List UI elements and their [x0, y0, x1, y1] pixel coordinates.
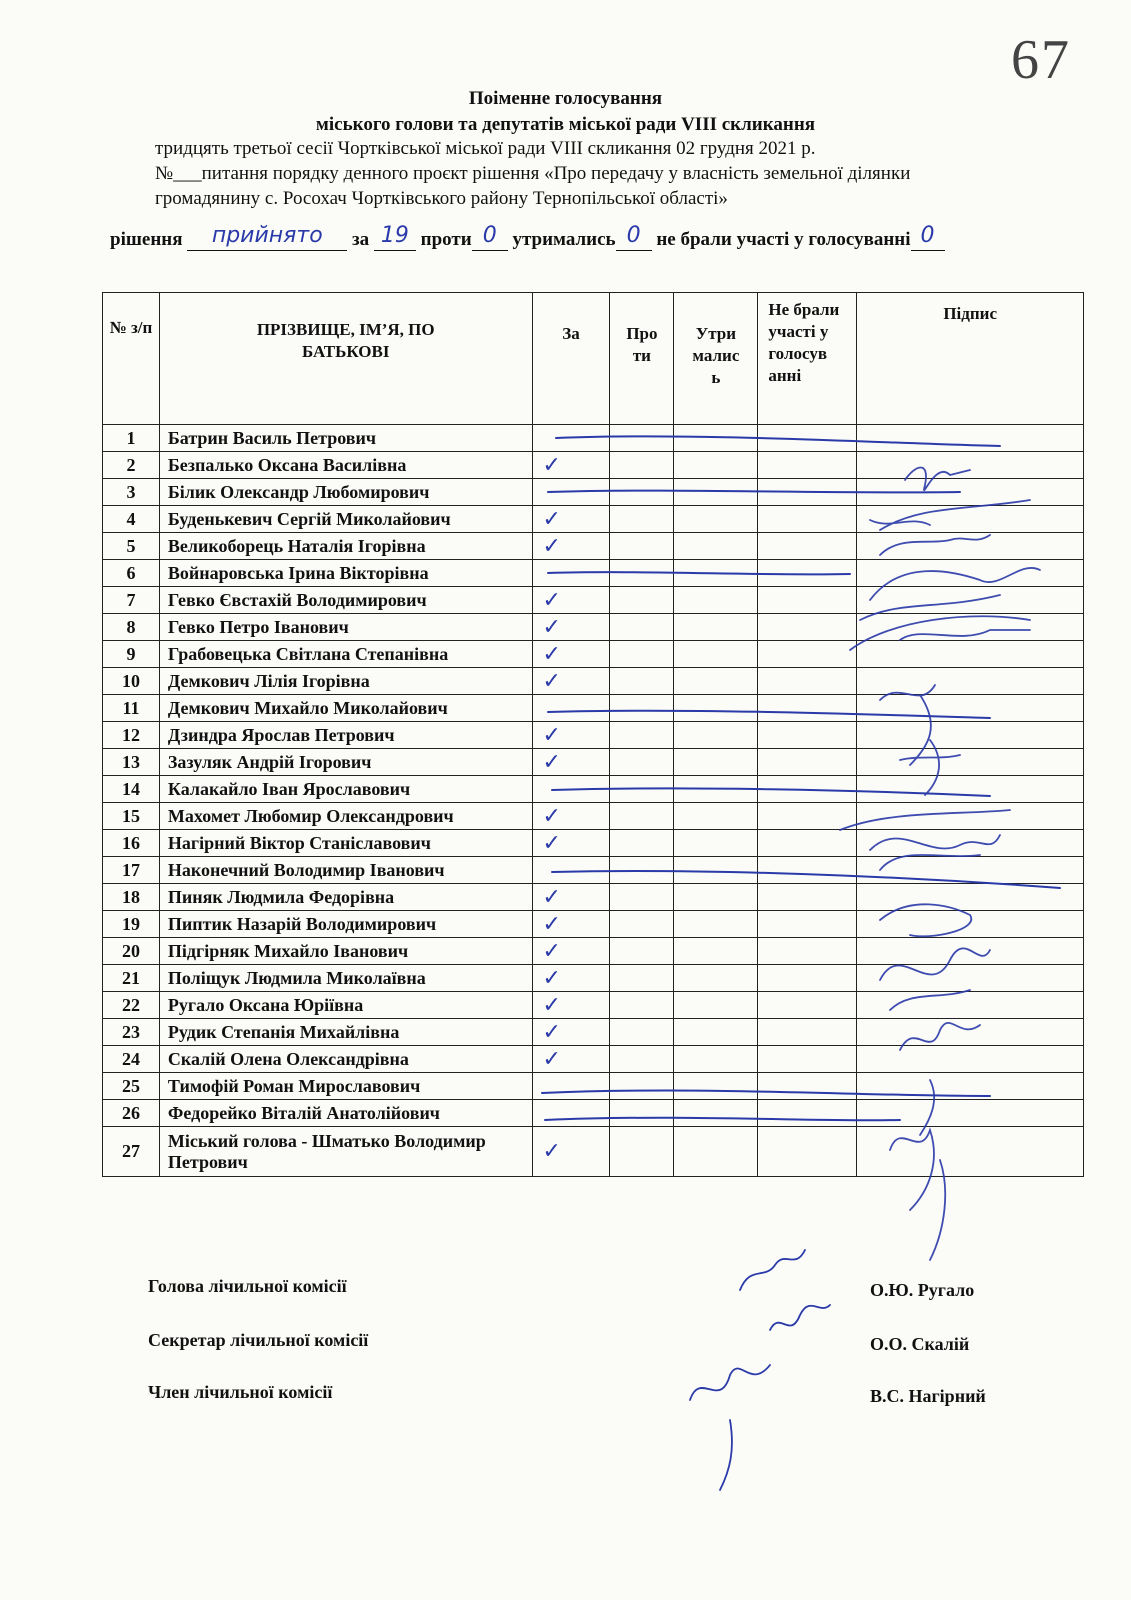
row-name: Федорейко Віталій Анатолійович [159, 1100, 532, 1127]
row-for-mark: ✓ [532, 911, 610, 938]
row-name: Міський голова - Шматько Володимир Петрович [159, 1127, 532, 1177]
row-number: 24 [103, 1046, 160, 1073]
row-name: Демкович Лілія Ігорівна [159, 668, 532, 695]
row-for-mark: ✓ [532, 992, 610, 1019]
against-value: 0 [482, 223, 497, 248]
row-for-mark: ✓ [532, 452, 610, 479]
row-number: 14 [103, 776, 160, 803]
header-signature: Підпис [857, 293, 1084, 425]
row-number: 23 [103, 1019, 160, 1046]
row-for-mark: ✓ [532, 965, 610, 992]
row-name: Рудик Степанія Михайлівна [159, 1019, 532, 1046]
row-for-mark: ✓ [532, 749, 610, 776]
row-name: Пиняк Людмила Федорівна [159, 884, 532, 911]
row-for-mark: ✓ [532, 830, 610, 857]
question-line-2: громадянину с. Росохач Чортківського району Тернопільської області» [155, 188, 728, 209]
abstain-label: утримались [512, 229, 616, 250]
chair-name: О.Ю. Ругало [870, 1280, 975, 1300]
row-name: Калакайло Іван Ярославович [159, 776, 532, 803]
question-line-1: №___питання порядку денного проєкт рішення «Про передачу у власність земельної ділянки [155, 163, 911, 184]
row-for-mark: ✓ [532, 884, 610, 911]
row-name: Тимофій Роман Мирославович [159, 1073, 532, 1100]
row-for-mark: ✓ [532, 722, 610, 749]
row-name: Батрин Василь Петрович [159, 425, 532, 452]
row-name: Грабовецька Світлана Степанівна [159, 641, 532, 668]
row-number: 6 [103, 560, 160, 587]
row-number: 26 [103, 1100, 160, 1127]
row-number: 21 [103, 965, 160, 992]
header-name: ПРІЗВИЩЕ, ІМ’Я, ПО БАТЬКОВІ [159, 293, 532, 425]
row-number: 25 [103, 1073, 160, 1100]
row-number: 13 [103, 749, 160, 776]
absent-label: не брали участі у голосуванні [656, 229, 911, 250]
row-name: Гевко Петро Іванович [159, 614, 532, 641]
page-number: 67 [1011, 29, 1071, 91]
member-label: Член лічильної комісії [148, 1382, 333, 1402]
secretary-label: Секретар лічильної комісії [148, 1330, 369, 1350]
row-number: 16 [103, 830, 160, 857]
header-against: Про ти [610, 293, 674, 425]
row-name: Безпалько Оксана Василівна [159, 452, 532, 479]
row-number: 1 [103, 425, 160, 452]
row-name: Войнаровська Ірина Вікторівна [159, 560, 532, 587]
row-for-mark: ✓ [532, 506, 610, 533]
document-title: Поіменне голосування [468, 88, 663, 109]
row-name: Наконечний Володимир Іванович [159, 857, 532, 884]
row-for-mark: ✓ [532, 641, 610, 668]
row-name: Зазуляк Андрій Ігорович [159, 749, 532, 776]
row-number: 8 [103, 614, 160, 641]
row-name: Буденькевич Сергій Миколайович [159, 506, 532, 533]
for-value: 19 [380, 223, 409, 248]
row-number: 2 [103, 452, 160, 479]
row-for-mark: ✓ [532, 1127, 610, 1177]
row-number: 19 [103, 911, 160, 938]
row-name: Білик Олександр Любомирович [159, 479, 532, 506]
row-number: 17 [103, 857, 160, 884]
row-number: 4 [103, 506, 160, 533]
row-number: 22 [103, 992, 160, 1019]
row-number: 20 [103, 938, 160, 965]
for-label: за [352, 229, 370, 250]
row-number: 12 [103, 722, 160, 749]
row-for-mark: ✓ [532, 1019, 610, 1046]
row-name: Дзиндра Ярослав Петрович [159, 722, 532, 749]
row-number: 11 [103, 695, 160, 722]
row-name: Ругало Оксана Юріївна [159, 992, 532, 1019]
session-line: тридцять третьої сесії Чортківської міської ради VIII скликання 02 грудня 2021 р. [155, 138, 816, 159]
header-abstain: Утри малис ь [674, 293, 758, 425]
row-name: Скалій Олена Олександрівна [159, 1046, 532, 1073]
row-number: 5 [103, 533, 160, 560]
row-number: 18 [103, 884, 160, 911]
row-number: 15 [103, 803, 160, 830]
row-for-mark: ✓ [532, 938, 610, 965]
row-number: 7 [103, 587, 160, 614]
row-name: Махомет Любомир Олександрович [159, 803, 532, 830]
row-number: 10 [103, 668, 160, 695]
absent-value: 0 [920, 223, 935, 248]
row-number: 27 [103, 1127, 160, 1177]
row-name: Гевко Євстахій Володимирович [159, 587, 532, 614]
row-for-mark: ✓ [532, 668, 610, 695]
row-for-mark: ✓ [532, 1046, 610, 1073]
row-number: 9 [103, 641, 160, 668]
decision-value: прийнято [211, 223, 323, 248]
document-subtitle: міського голови та депутатів міської ради VIII скликання [315, 114, 816, 135]
row-name: Пиптик Назарій Володимирович [159, 911, 532, 938]
secretary-name: О.О. Скалій [870, 1334, 970, 1354]
row-for-mark: ✓ [532, 587, 610, 614]
against-label: проти [420, 229, 472, 250]
header-for: За [532, 293, 610, 425]
member-name: В.С. Нагірний [870, 1386, 986, 1406]
header-absent: Не брали участі у голосув анні [758, 293, 857, 425]
row-name: Підгірняк Михайло Іванович [159, 938, 532, 965]
row-for-mark: ✓ [532, 803, 610, 830]
row-name: Великоборець Наталія Ігорівна [159, 533, 532, 560]
row-name: Демкович Михайло Миколайович [159, 695, 532, 722]
decision-label: рішення [110, 229, 183, 250]
header-num: № з/п [103, 293, 160, 425]
abstain-value: 0 [626, 223, 641, 248]
row-name: Нагірний Віктор Станіславович [159, 830, 532, 857]
row-name: Поліщук Людмила Миколаївна [159, 965, 532, 992]
chair-label: Голова лічильної комісії [148, 1276, 347, 1296]
row-for-mark: ✓ [532, 533, 610, 560]
row-number: 3 [103, 479, 160, 506]
row-for-mark: ✓ [532, 614, 610, 641]
